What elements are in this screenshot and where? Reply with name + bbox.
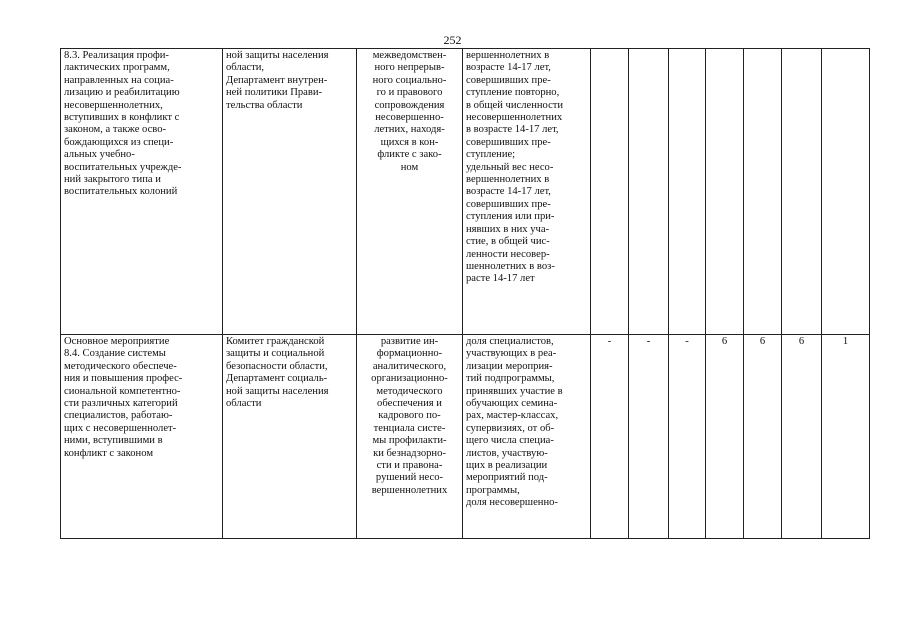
text-line: супервизиях, от об- — [466, 422, 555, 434]
result-cell — [357, 335, 463, 539]
text-line: участвующих в реа- — [466, 348, 557, 360]
text-line: в общей численности — [466, 99, 564, 111]
text-line: ними, вступившими в — [64, 435, 163, 447]
text-line: Департамент социаль- — [226, 373, 328, 385]
text-line: формационно- — [376, 348, 443, 360]
text-line: воспитательных учрежде- — [64, 161, 182, 173]
text-line: совершивших пре- — [466, 74, 551, 86]
text-line: ступление повторно, — [466, 87, 560, 99]
text-line: рах, мастер-классах, — [466, 410, 559, 422]
text-line: удельный вес несо- — [466, 161, 554, 173]
text-line: несовершеннолетних, — [64, 99, 163, 111]
text-line: бождающихся из специ- — [64, 136, 174, 148]
indicator-cell — [463, 335, 591, 539]
text-line: лактических программ, — [64, 62, 170, 74]
text-line: доля специалистов, — [466, 336, 554, 347]
value-cell — [591, 49, 629, 335]
text-line: направленных на социа- — [64, 74, 174, 86]
text-line: 8.3. Реализация профи- — [64, 50, 169, 61]
text-line: лизацию и реабилитацию — [64, 87, 180, 99]
text-line: мероприятий под- — [466, 472, 548, 484]
text-line: ний закрытого типа и — [64, 174, 161, 186]
text-line: кадрового по- — [378, 410, 441, 422]
text-line: вступивших в конфликт с — [64, 112, 180, 124]
text-line: Основное мероприятие — [64, 336, 170, 347]
text-line: тенциала систе- — [373, 422, 446, 434]
program-table — [60, 48, 870, 539]
text-line: фликте с зако- — [377, 149, 442, 161]
text-line: лизации мероприя- — [466, 360, 553, 372]
text-line: доля несовершенно- — [466, 497, 558, 509]
text-line: сти различных категорий — [64, 398, 178, 410]
value-cell: 6 — [782, 335, 822, 539]
text-line: области, — [226, 62, 265, 74]
text-line: ной защиты населения — [226, 385, 329, 397]
text-line: сти и правона- — [376, 460, 443, 472]
text-line: шеннолетних в воз- — [466, 260, 555, 272]
indicator-cell — [463, 49, 591, 335]
text-line: специалистов, работаю- — [64, 410, 173, 422]
text-line: несовершеннолетних — [466, 112, 563, 124]
executor-cell — [223, 49, 357, 335]
text-line: законом, а также осво- — [64, 124, 167, 136]
text-line: ного непрерыв- — [374, 62, 445, 74]
text-line: вершеннолетних в — [466, 174, 550, 186]
text-line: ступление; — [466, 149, 516, 161]
value-cell: - — [629, 335, 669, 539]
text-line: совершивших пре- — [466, 136, 551, 148]
text-line: Комитет гражданской — [226, 336, 325, 347]
executor-cell — [223, 335, 357, 539]
text-line: ступления или при- — [466, 211, 555, 223]
table-row — [61, 335, 870, 539]
text-line: конфликт с законом — [64, 447, 154, 459]
text-line: сопровождения — [374, 99, 445, 111]
text-line: щих в реализации — [466, 460, 548, 472]
text-line: стие, в общей чис- — [466, 236, 550, 248]
text-line: тий подпрограммы, — [466, 373, 555, 385]
text-line: программы, — [466, 484, 520, 496]
value-cell — [629, 49, 669, 335]
text-line: возрасте 14-17 лет, — [466, 186, 551, 198]
result-cell — [357, 49, 463, 335]
value-cell: - — [669, 335, 706, 539]
text-line: летних, находя- — [374, 124, 445, 136]
value-cell — [822, 49, 870, 335]
text-line: рушений несо- — [375, 472, 444, 484]
page-number: 252 — [443, 33, 462, 47]
text-line: безопасности области, — [226, 360, 328, 372]
text-line: защиты и социальной — [226, 348, 325, 360]
text-line: щего числа специа- — [466, 435, 554, 447]
measure-cell — [61, 335, 223, 539]
value-cell — [744, 49, 782, 335]
text-line: 8.4. Создание системы — [64, 348, 166, 360]
text-line: совершивших пре- — [466, 198, 551, 210]
text-line: вершеннолетних в — [466, 50, 550, 61]
value-cell: - — [591, 335, 629, 539]
text-line: ней политики Прави- — [226, 87, 323, 99]
text-line: возрасте 14-17 лет, — [466, 62, 551, 74]
text-line: нявших в них уча- — [466, 223, 550, 235]
text-line: вершеннолетних — [371, 484, 448, 496]
table-row — [61, 49, 870, 335]
text-line: ленности несовер- — [466, 248, 550, 260]
text-line: несовершенно- — [375, 112, 444, 124]
text-line: ном — [400, 161, 419, 173]
value-cell: 6 — [744, 335, 782, 539]
text-line: ния и повышения профес- — [64, 373, 183, 385]
text-line: Департамент внутрен- — [226, 74, 328, 86]
text-line: ного социально- — [372, 74, 447, 86]
text-line: го и правового — [376, 87, 443, 99]
value-cell — [782, 49, 822, 335]
text-line: области — [226, 398, 262, 410]
value-cell: 6 — [706, 335, 744, 539]
text-line: в возрасте 14-17 лет, — [466, 124, 559, 136]
text-line: мы профилакти- — [372, 435, 447, 447]
value-cell — [669, 49, 706, 335]
text-line: методического обеспече- — [64, 360, 177, 372]
text-line: аналитического, — [372, 360, 447, 372]
text-line: организационно- — [371, 373, 448, 385]
text-line: развитие ин- — [380, 336, 439, 347]
text-line: расте 14-17 лет — [466, 273, 535, 285]
text-line: альных учебно- — [64, 149, 135, 161]
text-line: принявших участие в — [466, 385, 563, 397]
text-line: воспитательных колоний — [64, 186, 178, 198]
text-line: обеспечения и — [377, 398, 442, 410]
text-line: методического — [376, 385, 443, 397]
text-line: обучающих семина- — [466, 398, 558, 410]
text-line: межведомствен- — [372, 50, 447, 61]
value-cell — [706, 49, 744, 335]
text-line: сиональной компетентно- — [64, 385, 181, 397]
measure-cell — [61, 49, 223, 335]
text-line: тельства области — [226, 99, 303, 111]
text-line: ной защиты населения — [226, 50, 329, 61]
value-cell: 1 — [822, 335, 870, 539]
text-line: листов, участвую- — [466, 447, 548, 459]
text-line: щихся в кон- — [380, 136, 439, 148]
text-line: ки безнадзорно- — [373, 447, 446, 459]
text-line: щих с несовершеннолет- — [64, 422, 177, 434]
